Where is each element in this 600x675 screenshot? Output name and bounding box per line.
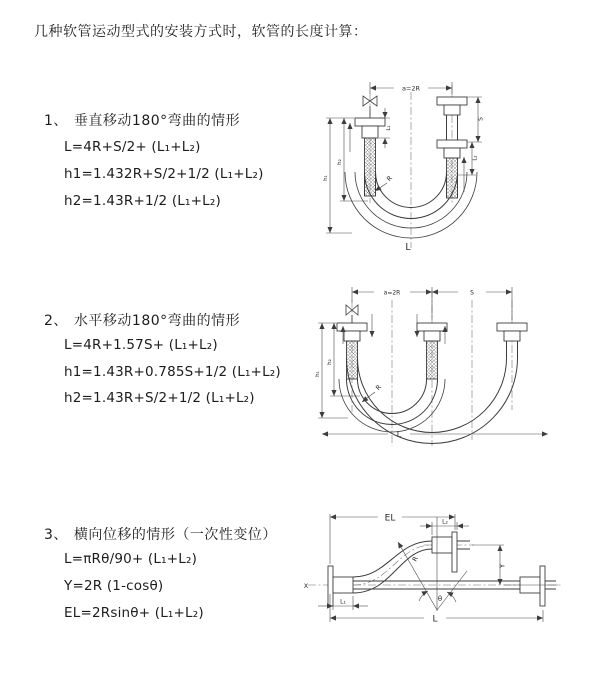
formula-1-L: L=4R+S/2+ (L₁+L₂) <box>64 139 201 155</box>
braided-hose-section <box>447 158 458 198</box>
dimension-l2 <box>420 519 469 536</box>
dim-label-el: EL <box>384 513 396 524</box>
dim-label-h1: h₁ <box>323 175 329 181</box>
dimension-l1 <box>318 596 368 610</box>
dimension-l2 <box>472 142 479 175</box>
left-pipe-fitting <box>337 323 367 379</box>
section-1-title: 垂直移动180°弯曲的情形 <box>73 113 241 129</box>
section-2-number: 2、 <box>44 313 68 329</box>
dimension-s <box>432 290 512 297</box>
vertical-180-bend-diagram <box>300 64 580 264</box>
braided-hose-section <box>427 341 438 379</box>
dimension-bottom-l <box>322 430 548 439</box>
dim-label-l2: L₂ <box>472 155 479 161</box>
formula-2-h2: h2=1.43R+S/2+1/2 (L₁+L₂) <box>64 390 255 406</box>
dimension-l1 <box>379 108 392 148</box>
dim-label-l1: L₁ <box>386 125 392 131</box>
angle-label: θ <box>437 595 443 603</box>
dim-label-y: Y <box>498 563 507 569</box>
dim-label-r: R <box>385 174 395 184</box>
dim-label-bottom-l: L <box>396 430 402 439</box>
dim-label-bottom-l: L <box>405 242 411 253</box>
section-2-title: 水平移动180°弯曲的情形 <box>73 313 241 329</box>
dim-label-h2: h₂ <box>337 159 343 165</box>
page-title: 几种软管运动型式的安装方式时，软管的长度计算： <box>34 24 368 40</box>
middle-pipe-fitting <box>417 323 447 379</box>
dimension-s <box>458 97 485 175</box>
formula-3-Y: Y=2R (1-cosθ) <box>64 578 164 594</box>
dim-label-a2r: a=2R <box>383 289 401 297</box>
section-3-heading <box>44 524 277 544</box>
dim-label-l1: L₁ <box>340 598 346 606</box>
formula-3-EL: EL=2Rsinθ+ (L₁+L₂) <box>64 605 204 621</box>
section-2-heading <box>44 310 240 330</box>
upper-flange <box>432 532 470 572</box>
dim-label-a2r: a=2R <box>401 84 421 93</box>
dim-label-s: S <box>477 117 485 121</box>
dim-label-l2: L₂ <box>442 518 448 526</box>
horizontal-180-bend-diagram <box>298 278 582 458</box>
dim-label-s: S <box>470 289 474 297</box>
lateral-displacement-diagram <box>295 500 580 648</box>
dim-label-h1: h₁ <box>315 371 321 377</box>
right-flange <box>520 566 556 606</box>
section-3-number: 3、 <box>44 527 68 543</box>
section-1-heading <box>44 110 240 130</box>
axis-mark-label: X <box>303 582 309 590</box>
dim-label-r: R <box>374 383 384 393</box>
dim-label-bottom-l: L <box>432 614 438 625</box>
formula-1-h2: h2=1.43R+1/2 (L₁+L₂) <box>64 193 221 209</box>
radius-callout <box>375 174 394 191</box>
dimension-h1 <box>323 118 354 233</box>
section-1-number: 1、 <box>44 113 68 129</box>
right-pipe-fitting <box>437 97 467 198</box>
section-3-title: 横向位移的情形（一次性变位） <box>73 527 277 543</box>
braided-hose-section <box>365 138 376 196</box>
left-pipe-fitting <box>355 118 385 196</box>
centerlines <box>370 85 452 248</box>
dim-label-h2: h₂ <box>327 359 333 365</box>
formula-3-L: L=πRθ/90+ (L₁+L₂) <box>64 551 198 567</box>
formula-2-L: L=4R+1.57S+ (L₁+L₂) <box>64 337 218 353</box>
dim-label-r: R <box>410 555 420 563</box>
formula-2-h1: h1=1.43R+0.785S+1/2 (L₁+L₂) <box>64 364 281 380</box>
formula-1-h1: h1=1.432R+S/2+1/2 (L₁+L₂) <box>64 166 264 182</box>
